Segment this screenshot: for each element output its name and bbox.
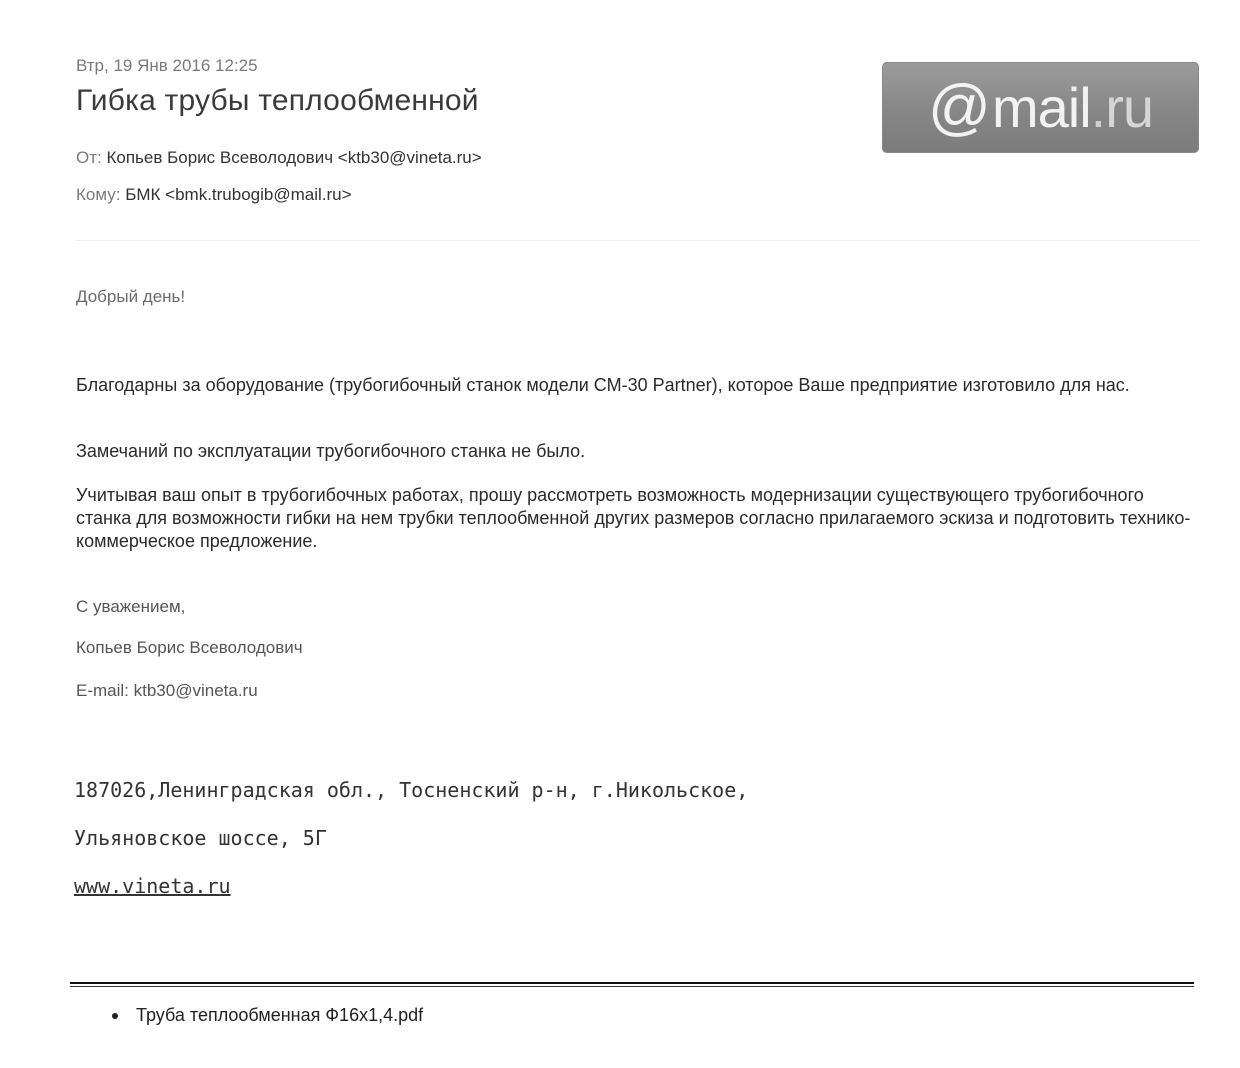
mailru-logo (882, 62, 1199, 153)
address-line-2: Ульяновское шоссе, 5Г (74, 826, 327, 850)
greeting: Добрый день! (76, 287, 186, 306)
email-date: Втр, 19 Янв 2016 12:25 (76, 56, 258, 75)
address-line-1: 187026,Ленинградская обл., Тосненский р-н, г.Никольское, (74, 778, 749, 802)
to-row (76, 185, 352, 205)
body-paragraph-3: Учитывая ваш опыт в трубогибочных работах, прошу рассмотреть возможность модернизации существующего трубогибочного станка для возможности гибки на нем трубки теплообменной других размеров согласно прилагаемого эскиза и подготовить технико-коммерческое предложение. (76, 485, 1191, 551)
attachments-divider (70, 982, 1194, 984)
body-paragraph-2: Замечаний по эксплуатации трубогибочного станка не было. (76, 441, 586, 461)
body-paragraph-1: Благодарны за оборудование (трубогибочный станок модели СМ-30 Partner), которое Ваше предприятие изготовило для нас. (76, 375, 1130, 395)
header-divider (76, 240, 1200, 241)
logo-ru: ru (1105, 76, 1153, 139)
logo-dot: . (1090, 76, 1106, 139)
bullet-icon (112, 1013, 118, 1019)
to-value[interactable]: БМК <bmk.trubogib@mail.ru> (125, 185, 352, 204)
website-link[interactable]: www.vineta.ru (74, 874, 231, 898)
attachments-divider-shadow (70, 986, 1194, 987)
logo-mail: mail (991, 76, 1091, 139)
from-label: От: (76, 148, 102, 167)
from-row (76, 148, 482, 168)
signature-name: Копьев Борис Всеволодович (76, 638, 303, 657)
attachment-filename[interactable]: Труба теплообменная Ф16х1,4.pdf (136, 1005, 424, 1025)
from-value[interactable]: Копьев Борис Всеволодович <ktb30@vineta.ru> (106, 148, 482, 167)
email-subject: Гибка трубы теплообменной (76, 84, 479, 117)
signature-email: E-mail: ktb30@vineta.ru (76, 681, 258, 700)
attachment-item[interactable] (112, 1005, 423, 1026)
to-label: Кому: (76, 185, 121, 204)
signature-regards: С уважением, (76, 597, 186, 616)
logo-at: @ (928, 73, 990, 142)
